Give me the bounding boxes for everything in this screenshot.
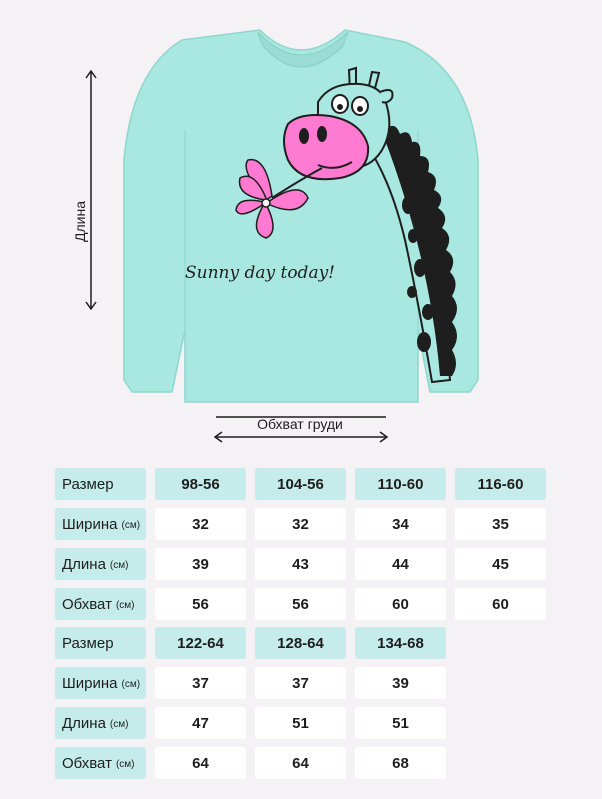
row-label-width: Ширина (см) (55, 508, 146, 540)
chest-label: Обхват груди (257, 416, 343, 432)
size-header: 122-64 (155, 627, 246, 659)
value-cell: 37 (155, 667, 246, 699)
value-cell: 45 (455, 548, 546, 580)
size-header-label: Размер (55, 627, 146, 659)
value-cell: 56 (255, 588, 346, 620)
size-header: 110-60 (355, 468, 446, 500)
size-header: 104-56 (255, 468, 346, 500)
size-header: 98-56 (155, 468, 246, 500)
value-cell: 39 (155, 548, 246, 580)
value-cell: 64 (155, 747, 246, 779)
value-cell: 39 (355, 667, 446, 699)
value-cell: 60 (455, 588, 546, 620)
value-cell: 56 (155, 588, 246, 620)
value-cell: 32 (255, 508, 346, 540)
value-cell: 35 (455, 508, 546, 540)
row-label-chest: Обхват (см) (55, 747, 146, 779)
size-header: 116-60 (455, 468, 546, 500)
row-label-chest: Обхват (см) (55, 588, 146, 620)
value-cell: 32 (155, 508, 246, 540)
size-header: 134-68 (355, 627, 446, 659)
row-label-length: Длина (см) (55, 707, 146, 739)
size-header: 128-64 (255, 627, 346, 659)
value-cell: 68 (355, 747, 446, 779)
value-cell: 34 (355, 508, 446, 540)
size-header-label: Размер (55, 468, 146, 500)
row-label-width: Ширина (см) (55, 667, 146, 699)
value-cell: 60 (355, 588, 446, 620)
value-cell: 47 (155, 707, 246, 739)
print-text: Sunny day today! (184, 263, 336, 283)
value-cell: 51 (355, 707, 446, 739)
value-cell: 64 (255, 747, 346, 779)
row-label-length: Длина (см) (55, 548, 146, 580)
length-arrow (86, 71, 96, 309)
value-cell: 44 (355, 548, 446, 580)
length-label: Длина (72, 201, 88, 242)
value-cell: 43 (255, 548, 346, 580)
value-cell: 37 (255, 667, 346, 699)
value-cell: 51 (255, 707, 346, 739)
